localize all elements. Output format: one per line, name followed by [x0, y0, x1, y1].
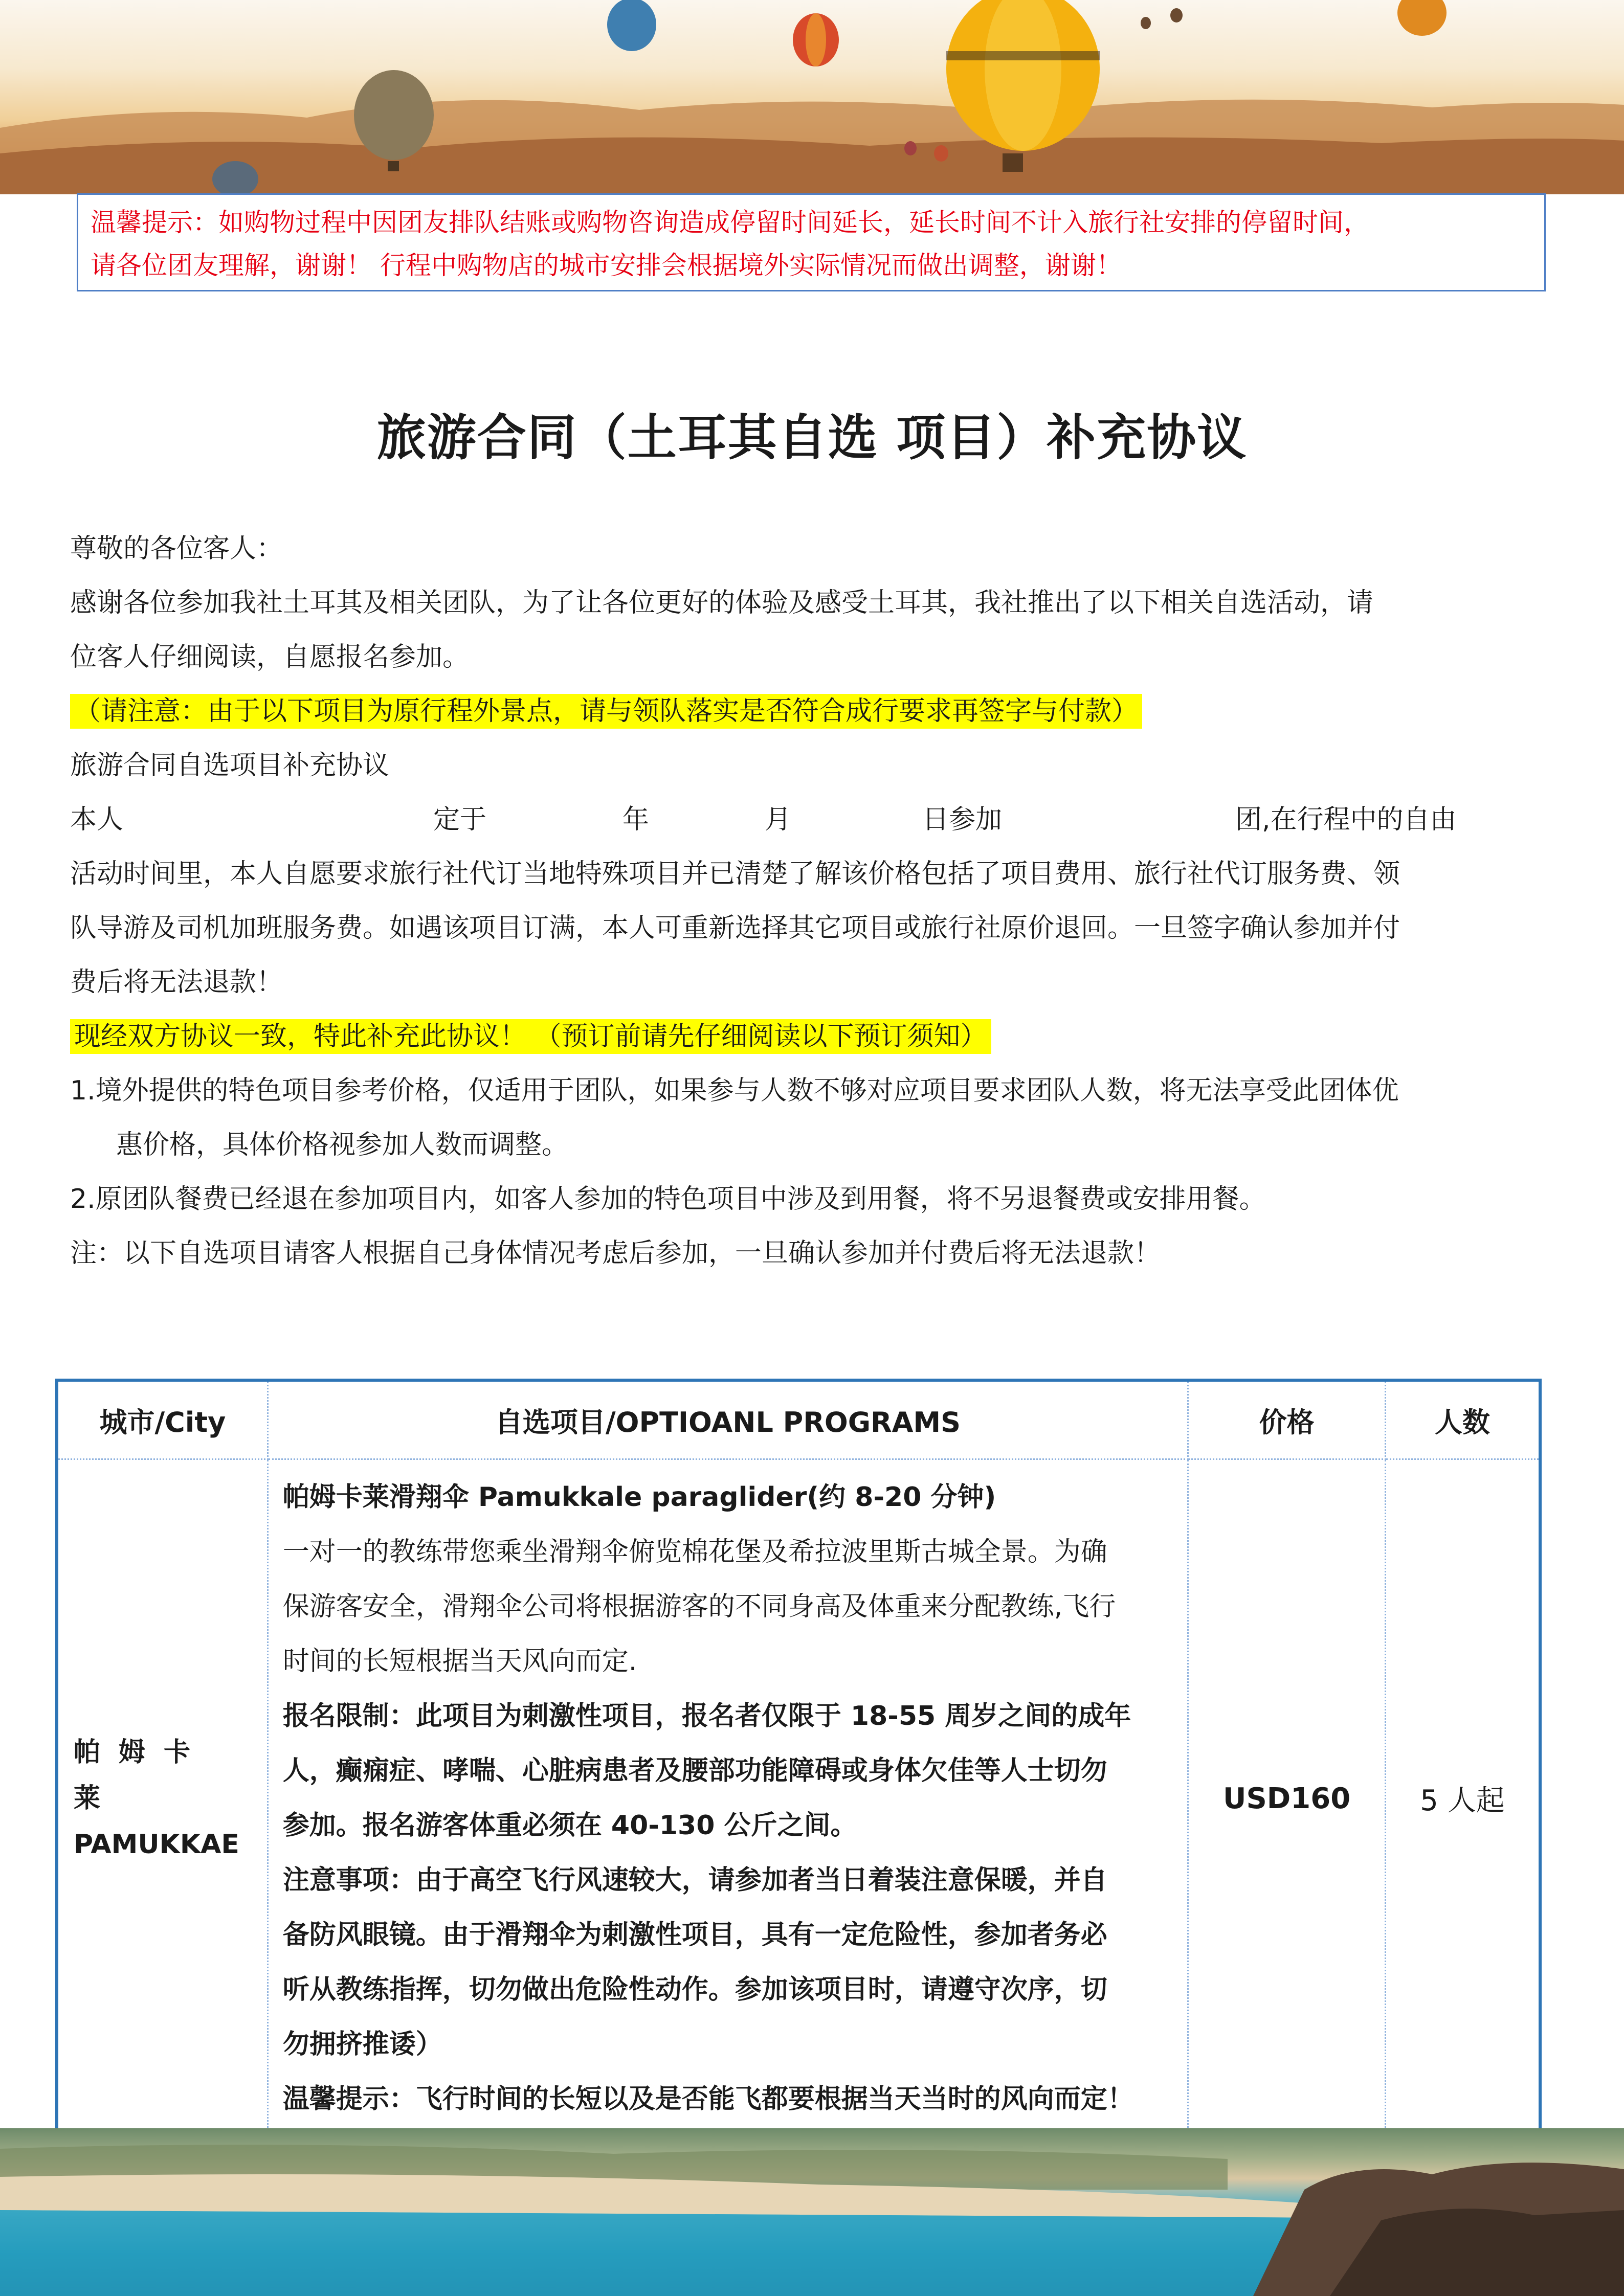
agreement-para-line-4: 费后将无法退款！ — [70, 967, 283, 998]
agreement-para-line-3: 队导游及司机加班服务费。如遇该项目订满，本人可重新选择其它项目或旅行社原价退回。一旦签字确认参加并付 — [70, 913, 1400, 943]
city-name-en: PAMUKKAE — [74, 1829, 239, 1860]
notice-line-1: 温馨提示：如购物过程中因团友排队结账或购物咨询造成停留时间延长，延长时间不计入旅行社安排的停留时间， — [91, 208, 1369, 237]
program-desc-2: 保游客安全，滑翔伞公司将根据游客的不同身高及体重来分配教练,飞行 — [282, 1591, 1116, 1622]
count-cell: 5 人起 — [1386, 1459, 1540, 2139]
program-title: 帕姆卡莱滑翔伞 Pamukkale paraglider(约 8-20 分钟) — [282, 1482, 996, 1513]
agreement-highlight: 现经双方协议一致，特此补充此协议！ （预订前请先仔细阅读以下预订须知） — [70, 1019, 991, 1054]
terms-item-2: 2.原团队餐费已经退在参加项目内，如客人参加的特色项目中涉及到用餐，将不另退餐费或安排用餐。 — [70, 1184, 1266, 1214]
top-banner-image — [0, 0, 1624, 194]
blank-month-label: 月 — [765, 804, 792, 835]
attention-note-highlight: （请注意：由于以下项目为原行程外景点，请与领队落实是否符合成行要求再签字与付款） — [70, 694, 1142, 729]
city-cell — [57, 1459, 268, 2139]
blank-day-label: 日参加 — [922, 804, 1003, 835]
table-header-row — [57, 1380, 1540, 1459]
document-title: 旅游合同（土耳其自选 项目）补充协议 — [376, 409, 1248, 466]
price-cell: USD160 — [1188, 1459, 1386, 2139]
program-caution-2: 备防风眼镜。由于滑翔伞为刺激性项目，具有一定危险性，参加者务必 — [282, 1920, 1107, 1950]
program-tip: 温馨提示：飞行时间的长短以及是否能飞都要根据当天当时的风向而定！ — [282, 2084, 1134, 2114]
program-limit-1: 报名限制：此项目为刺激性项目，报名者仅限于 18-55 周岁之间的成年 — [282, 1701, 1131, 1731]
program-limit-3: 参加。报名游客体重必须在 40-130 公斤之间。 — [282, 1810, 857, 1841]
program-desc-1: 一对一的教练带您乘坐滑翔伞俯览棉花堡及希拉波里斯古城全景。为确 — [282, 1537, 1107, 1567]
intro-line-2: 位客人仔细阅读，自愿报名参加。 — [70, 642, 470, 672]
header-city: 城市/City — [57, 1380, 268, 1459]
agreement-subtitle: 旅游合同自选项目补充协议 — [70, 750, 390, 781]
program-caution-4: 勿拥挤推诿） — [282, 2029, 442, 2060]
intro-line-1: 感谢各位参加我社土耳其及相关团队，为了让各位更好的体验及感受土耳其，我社推出了以下相关自选活动，请 — [70, 588, 1374, 618]
terms-item-1-line-1: 1.境外提供的特色项目参考价格，仅适用于团队，如果参与人数不够对应项目要求团队人数，将无法享受此团体优 — [70, 1075, 1399, 1106]
optional-programs-table — [55, 1379, 1542, 2140]
greeting: 尊敬的各位客人： — [70, 533, 283, 564]
blank-year-label: 年 — [622, 804, 650, 835]
program-desc-3: 时间的长短根据当天风向而定. — [282, 1646, 637, 1677]
table-row — [57, 1459, 1540, 2139]
program-limit-2: 人，癫痫症、哮喘、心脏病患者及腰部功能障碍或身体欠佳等人士切勿 — [282, 1755, 1107, 1786]
terms-item-1-line-2: 惠价格，具体价格视参加人数而调整。 — [116, 1130, 569, 1160]
notice-line-2: 请各位团友理解，谢谢！ 行程中购物店的城市安排会根据境外实际情况而做出调整，谢谢！ — [91, 251, 1122, 280]
shopping-notice-box — [77, 193, 1546, 291]
header-count: 人数 — [1386, 1380, 1540, 1459]
signup-fill-in-line — [70, 793, 1553, 847]
bottom-banner-image — [0, 2128, 1624, 2296]
agreement-para-line-2: 活动时间里，本人自愿要求旅行社代订当地特殊项目并已清楚了解该价格包括了项目费用、旅行社代订服务费、领 — [70, 859, 1400, 889]
beach-illustration — [0, 2128, 1624, 2296]
program-caution-1: 注意事项：由于高空飞行风速较大，请参加者当日着装注意保暖，并自 — [282, 1865, 1107, 1896]
program-cell — [268, 1459, 1188, 2139]
balloon-landscape-illustration — [0, 0, 1624, 194]
city-name-cn: 帕姆卡莱 — [74, 1737, 209, 1814]
header-program: 自选项目/OPTIOANL PROGRAMS — [268, 1380, 1188, 1459]
program-caution-3: 听从教练指挥，切勿做出危险性动作。参加该项目时，请遵守次序，切 — [282, 1974, 1107, 2005]
terms-footnote: 注：以下自选项目请客人根据自己身体情况考虑后参加，一旦确认参加并付费后将无法退款！ — [70, 1238, 1161, 1269]
agreement-body — [70, 522, 1553, 1280]
blank-person-label: 本人 — [70, 804, 124, 835]
blank-group-label: 团,在行程中的自由 — [1235, 804, 1457, 835]
blank-date-label: 定于 — [433, 804, 487, 835]
header-price: 价格 — [1188, 1380, 1386, 1459]
